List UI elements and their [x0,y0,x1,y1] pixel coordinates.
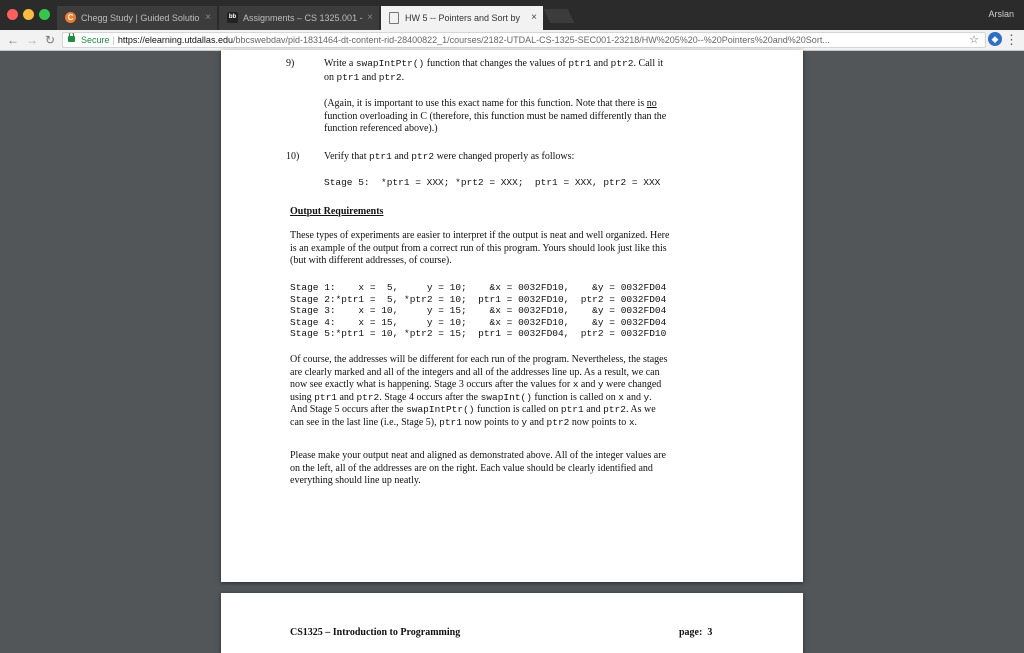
close-tab-icon[interactable]: × [367,12,373,23]
paragraph-format: Please make your output neat and aligned as demonstrated above. All of the integer values are on the left, all of the addresses are on the right. Each value should be clearly identified and everything should line up neatly. [290,450,666,486]
table-row: Stage 5: *ptr1 = 10, *ptr2 = 15; ptr1 = 0032FD04, ptr2 = 0032FD10 [290,328,667,340]
item-9-note: (Again, it is important to use this exact name for this function. Note that there is no function overloading in C (therefore, this function must be named differently than the function referenced above).) [324,98,667,134]
extension-icon[interactable]: ◆ [988,32,1002,46]
paragraph-explanation: Of course, the addresses will be different for each run of the program. Nevertheless, the stages are clearly marked and all of the integers and all of the addresses line up. As a result, we can now see exactly what is happening. Stage 3 occurs after the values for x and y were changed using ptr1 and ptr2. Stage 4 occurs after the swapInt() function is called on x and y. And Stage 5 occurs after the swapIntPtr() function is called on ptr1 and ptr2. As we can see in the last line (i.e., Stage 5), ptr1 now points to y and ptr2 now points to x. [290,354,668,428]
stage-output-table [290,282,666,340]
document-favicon-icon [389,12,399,24]
minimize-window-button[interactable] [23,9,34,20]
code-text: ptr2 [610,58,634,69]
close-tab-icon[interactable]: × [531,12,537,23]
code-text: ptr1 [336,72,360,83]
url-path: /bbcswebdav/pid-1831464-dt-content-rid-28400822_1/courses/2182-UTDAL-CS-1325-SEC001-23218/HW%205%20--%20Pointers%20and%20Sort... [232,35,830,45]
item-9-line-1: Write a swapIntPtr() function that changes the values of ptr1 and ptr2. Call it [324,58,664,69]
browser-menu-icon[interactable]: ⋮ [1005,32,1018,47]
chegg-favicon-icon: C [65,12,76,23]
stage-5-template: Stage 5: *ptr1 = XXX; *prt2 = XXX; ptr1 = XXX, ptr2 = XXX [324,177,661,188]
pdf-page [221,50,803,582]
new-tab-button[interactable] [544,9,575,23]
address-bar[interactable]: Secure | https://elearning.utdallas.edu/bbcswebdav/pid-1831464-dt-content-rid-28400822_1/courses/2182-UTDAL-CS-1325-SEC001-23218/HW%205%20--%20Pointers%20and%20Sort... ☆ [62,32,986,48]
back-arrow-icon[interactable]: ← [7,33,19,47]
tab-hw5[interactable] [381,6,543,30]
item-10-line: Verify that ptr1 and ptr2 were changed properly as follows: [324,151,575,162]
code-text: ptr2 [378,72,402,83]
code-text: ptr2 [411,151,435,162]
item-9-line-2: on ptr1 and ptr2. [324,72,405,83]
forward-arrow-icon[interactable]: → [26,33,38,47]
tab-bar [0,0,1024,30]
item-number: 9) [286,58,295,69]
pdf-page-next [221,593,803,653]
table-row: Stage 2: *ptr1 = 5, *ptr2 = 10; ptr1 = 0032FD10, ptr2 = 0032FD04 [290,293,667,305]
tab-chegg[interactable] [57,6,217,30]
bookmark-star-icon[interactable]: ☆ [969,34,979,46]
section-heading: Output Requirements [290,206,384,217]
table-row: Stage 3: x = 10, y = 15; &x = 0032FD10, &y = 0032FD04 [290,305,667,317]
blackboard-favicon-icon: bb [227,12,238,23]
close-window-button[interactable] [7,9,18,20]
code-text: ptr1 [369,151,392,162]
secure-label: Secure [81,35,110,45]
url-host: https://elearning.utdallas.edu [117,35,233,45]
code-text: ptr1 [568,58,592,69]
close-tab-icon[interactable]: × [205,12,211,23]
table-row: Stage 1: x = 5, y = 10; &x = 0032FD10, &y = 0032FD04 [290,282,667,293]
tab-title: HW 5 -- Pointers and Sort by [405,13,521,23]
browser-toolbar [0,30,1024,51]
table-row: Stage 4: x = 15, y = 10; &x = 0032FD10, &y = 0032FD04 [290,316,667,328]
tab-title: Assignments – CS 1325.001 - [243,13,363,23]
lock-icon [68,36,75,42]
maximize-window-button[interactable] [39,9,50,20]
item-number: 10) [286,151,300,162]
tab-title: Chegg Study | Guided Solutio [81,13,200,23]
page-footer-title: CS1325 – Introduction to Programming [290,627,461,638]
reload-icon[interactable]: ↻ [45,33,56,47]
paragraph-intro: These types of experiments are easier to interpret if the output is neat and well organized. Here is an example of the output from a correct run of this program. Yours should look just like this (but with different addresses, of course). [290,230,670,266]
profile-name[interactable]: Arslan [988,9,1014,19]
tab-assignments[interactable] [219,6,379,30]
code-text: swapIntPtr() [355,58,425,69]
page-number: page: 3 [679,627,713,638]
